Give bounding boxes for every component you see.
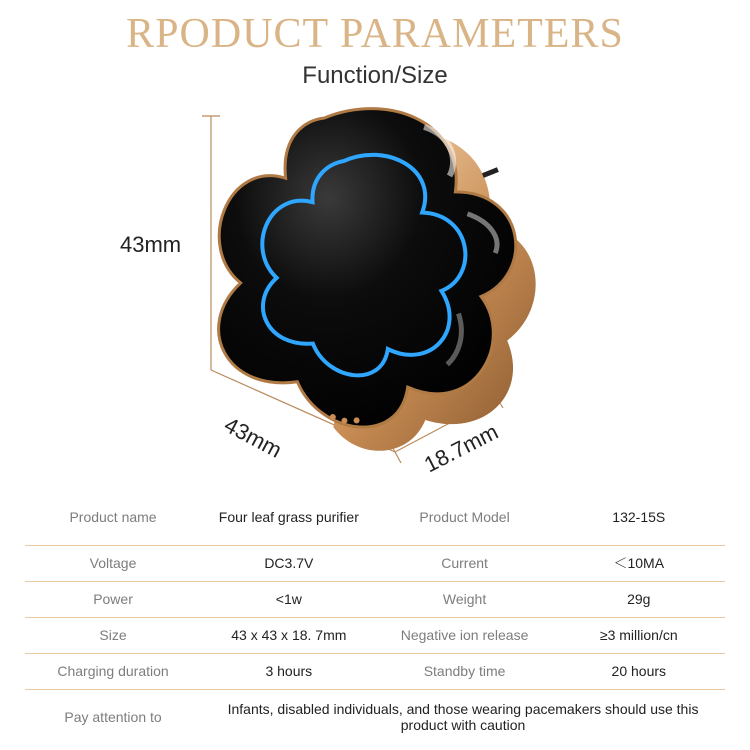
spec-value: ≥3 million/cn	[553, 617, 725, 653]
spec-value: 29g	[553, 581, 725, 617]
spec-row	[25, 545, 725, 581]
spec-row	[25, 581, 725, 617]
page-subtitle: Function/Size	[302, 62, 448, 89]
spec-value: <1w	[201, 581, 377, 617]
height-dimension-label: 43mm	[120, 232, 182, 257]
spec-row	[25, 617, 725, 653]
page-title: RPODUCT PARAMETERS	[126, 11, 624, 57]
spec-value: 3 hours	[201, 653, 377, 689]
spec-value: Infants, disabled individuals, and those wearing pacemakers should use this product with caution	[227, 700, 699, 733]
depth-dimension-label: 18.7mm	[420, 418, 503, 478]
spec-label: Weight	[377, 581, 553, 617]
clover-purifier	[192, 89, 557, 470]
spec-label: Voltage	[25, 545, 201, 581]
spec-value: 43 x 43 x 18. 7mm	[201, 617, 377, 653]
spec-value: DC3.7V	[201, 545, 377, 581]
spec-row	[25, 490, 725, 545]
spec-label: Product Model	[377, 490, 553, 545]
spec-value: 132-15S	[553, 490, 725, 545]
spec-table	[25, 490, 725, 744]
spec-label: Negative ion release	[377, 617, 553, 653]
spec-label: Current	[377, 545, 553, 581]
spec-label: Power	[25, 581, 201, 617]
spec-value: ＜10MA	[553, 545, 725, 581]
spec-row-note	[25, 689, 725, 744]
spec-label: Size	[25, 617, 201, 653]
spec-label: Charging duration	[25, 653, 201, 689]
spec-value: Four leaf grass purifier	[201, 490, 377, 545]
spec-label: Product name	[25, 490, 201, 545]
spec-label: Standby time	[377, 653, 553, 689]
spec-value: 20 hours	[553, 653, 725, 689]
spec-row	[25, 653, 725, 689]
spec-label: Pay attention to	[64, 708, 162, 725]
width-dimension-label: 43mm	[220, 412, 286, 463]
